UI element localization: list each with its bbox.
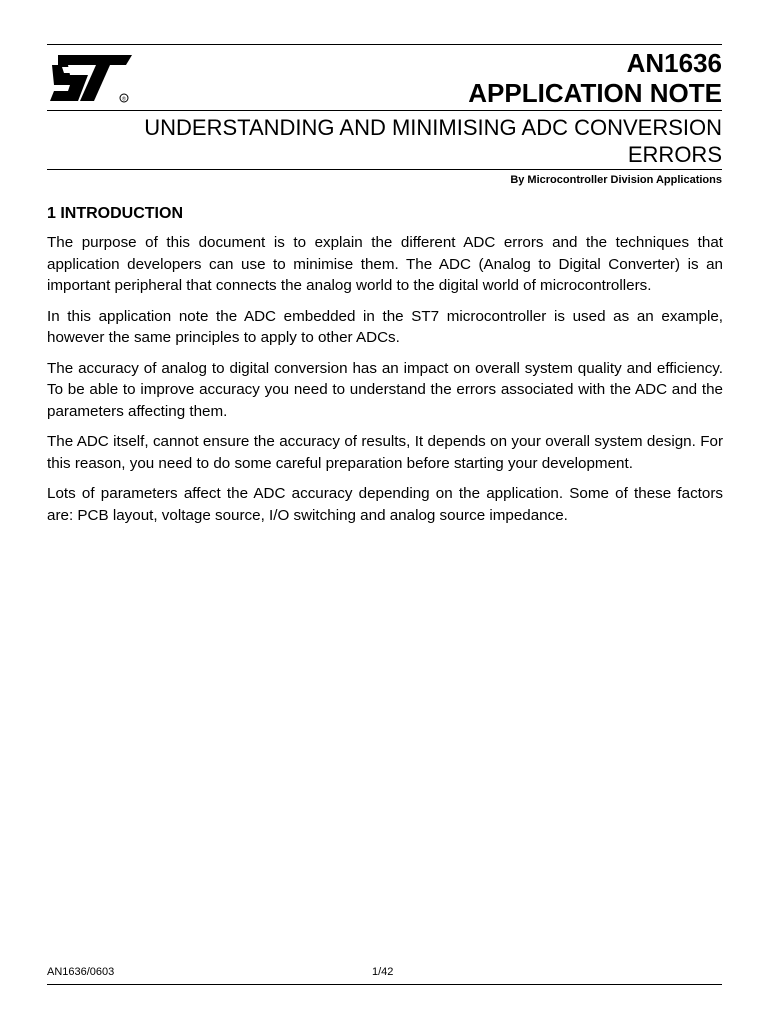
paragraph-5: Lots of parameters affect the ADC accuracy depending on the application. Some of these factors are: PCB layout, voltage source, I/O switching and analog source impedance. — [47, 485, 723, 524]
st-logo-icon — [48, 53, 134, 105]
paragraph-1: The purpose of this document is to explain the different ADC errors and the techniques that application developers can use to minimise them. The ADC (Analog to Digital Converter) is an important peripheral that connects the analog world to the digital world of microcontrollers. — [47, 234, 723, 294]
title-line-2: ERRORS — [627, 142, 722, 167]
paragraph-2: In this application note the ADC embedded in the ST7 microcontroller is used as an example, however the same principles to apply to other ADCs. — [47, 307, 723, 346]
footer-doc-code: AN1636/0603 — [47, 966, 115, 978]
header-mid-rule — [47, 110, 722, 111]
section-body — [47, 232, 723, 535]
document-type: APPLICATION NOTE — [468, 78, 722, 108]
registered-mark: ® — [122, 96, 126, 103]
title-line-1: UNDERSTANDING AND MINIMISING ADC CONVERSION — [144, 115, 722, 140]
header-top-rule — [47, 44, 722, 45]
footer-rule — [47, 984, 722, 985]
byline: By Microcontroller Division Applications — [510, 174, 722, 186]
header-sub-rule — [47, 169, 722, 170]
paragraph-4: The ADC itself, cannot ensure the accuracy of results, It depends on your overall system design. For this reason, you need to do some careful preparation before starting your development. — [47, 433, 723, 472]
footer-page-number: 1/42 — [372, 966, 394, 978]
paragraph-3: The accuracy of analog to digital conversion has an impact on overall system quality and efficiency. To be able to improve accuracy you need to understand the errors associated with the ADC and the parameters affecting them. — [47, 359, 723, 420]
document-id: AN1636 — [626, 48, 722, 78]
section-heading: 1 INTRODUCTION — [47, 205, 183, 222]
document-title — [62, 114, 722, 168]
